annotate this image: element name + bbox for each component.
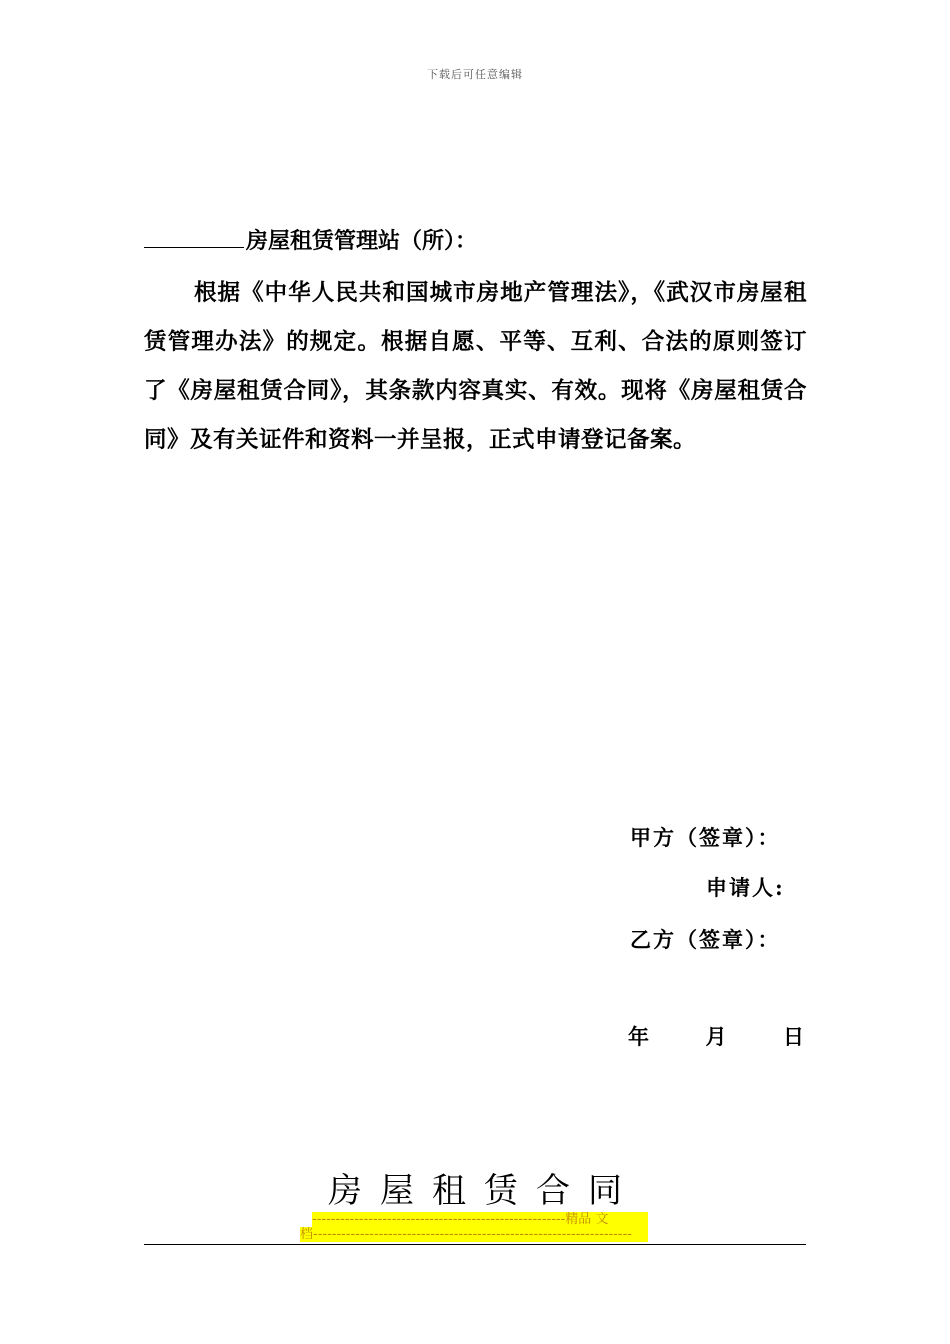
watermark-line-1: ------------------------------------------------------精品 文 <box>312 1212 648 1227</box>
header-note: 下载后可任意编辑 <box>427 68 523 81</box>
watermark-line-2: 档-------------------------------------------------------------------- <box>300 1227 648 1242</box>
contract-title: 房屋租赁合同 <box>328 1171 640 1211</box>
date-year: 年 <box>628 1024 649 1049</box>
party-a-signature: 甲方（签章）： <box>630 825 781 850</box>
letter-body: 根据《中华人民共和国城市房地产管理法》，《武汉市房屋租赁管理办法》的规定。根据自愿、平等、互利、合法的原则签订了《房屋租赁合同》，其条款内容真实、有效。现将《房屋租赁合同》及有关证件和资料一并呈报，正式申请登记备案。 <box>144 280 807 453</box>
addressee-text: 房屋租赁管理站（所）： <box>246 229 478 254</box>
date-day: 日 <box>783 1024 804 1049</box>
addressee-blank <box>144 225 244 248</box>
applicant-signature: 申请人: <box>706 875 785 900</box>
party-b-signature: 乙方（签章）： <box>630 927 781 952</box>
date-month: 月 <box>705 1024 727 1049</box>
watermark <box>300 1212 650 1242</box>
footer-divider <box>144 1244 806 1245</box>
date-row <box>628 1021 804 1051</box>
addressee-line <box>144 224 477 255</box>
